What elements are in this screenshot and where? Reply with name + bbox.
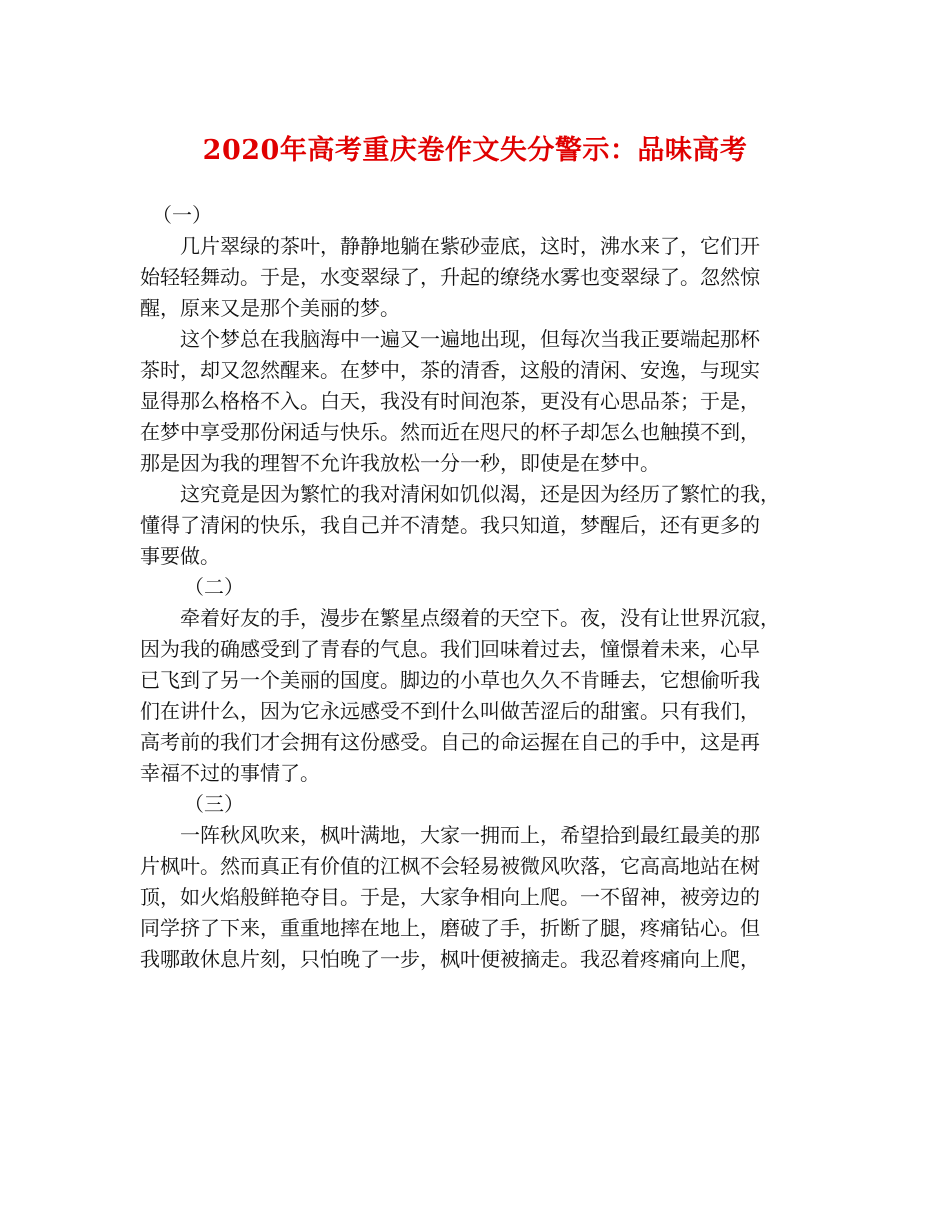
text-line: 茶时，却又忽然醒来。在梦中，茶的清香，这般的清闲、安逸，与现实 <box>140 358 760 382</box>
text-line: 事要做。 <box>140 544 220 568</box>
text-line: 顶，如火焰般鲜艳夺目。于是，大家争相向上爬。一不留神，被旁边的 <box>140 885 760 909</box>
document-title: 2020年高考重庆卷作文失分警示：品味高考 <box>202 135 748 166</box>
text-line: 幸福不过的事情了。 <box>140 761 320 785</box>
text-line: 醒，原来又是那个美丽的梦。 <box>140 296 400 320</box>
document-body <box>140 200 840 975</box>
text-line: 始轻轻舞动。于是，水变翠绿了，升起的缭绕水雾也变翠绿了。忽然惊 <box>140 265 760 289</box>
text-line: 那是因为我的理智不允许我放松一分一秒，即使是在梦中。 <box>140 451 660 475</box>
text-line: 在梦中享受那份闲适与快乐。然而近在咫尺的杯子却怎么也触摸不到， <box>140 420 760 444</box>
section-heading-3: （三） <box>184 792 244 816</box>
paragraph <box>140 479 840 572</box>
text-line: 因为我的确感受到了青春的气息。我们回味着过去，憧憬着未来，心早 <box>140 637 760 661</box>
text-line: 懂得了清闲的快乐，我自己并不清楚。我只知道，梦醒后，还有更多的 <box>140 513 760 537</box>
section-heading-1: （一） <box>152 203 212 227</box>
text-line: 几片翠绿的茶叶，静静地躺在紫砂壶底，这时，沸水来了，它们开 <box>180 234 760 258</box>
text-line: 一阵秋风吹来，枫叶满地，大家一拥而上，希望拾到最红最美的那 <box>180 823 760 847</box>
text-line: 显得那么格格不入。白天，我没有时间泡茶，更没有心思品茶；于是， <box>140 389 760 413</box>
text-line: 牵着好友的手，漫步在繁星点缀着的天空下。夜，没有让世界沉寂， <box>180 606 780 630</box>
paragraph <box>140 231 840 324</box>
text-line: 高考前的我们才会拥有这份感受。自己的命运握在自己的手中，这是再 <box>140 730 760 754</box>
text-line: 同学挤了下来，重重地摔在地上，磨破了手，折断了腿，疼痛钻心。但 <box>140 916 760 940</box>
text-line: 这个梦总在我脑海中一遍又一遍地出现，但每次当我正要端起那杯 <box>180 327 760 351</box>
text-line: 我哪敢休息片刻，只怕晚了一步，枫叶便被摘走。我忍着疼痛向上爬， <box>140 947 760 971</box>
text-line: 这究竟是因为繁忙的我对清闲如饥似渴，还是因为经历了繁忙的我， <box>180 482 780 506</box>
text-line: 已飞到了另一个美丽的国度。脚边的小草也久久不肯睡去，它想偷听我 <box>140 668 760 692</box>
paragraph <box>140 603 840 789</box>
paragraph <box>140 324 840 479</box>
text-line: 片枫叶。然而真正有价值的江枫不会轻易被微风吹落，它高高地站在树 <box>140 854 760 878</box>
section-heading-2: （二） <box>184 575 244 599</box>
text-line: 们在讲什么，因为它永远感受不到什么叫做苦涩后的甜蜜。只有我们， <box>140 699 760 723</box>
paragraph <box>140 820 840 975</box>
